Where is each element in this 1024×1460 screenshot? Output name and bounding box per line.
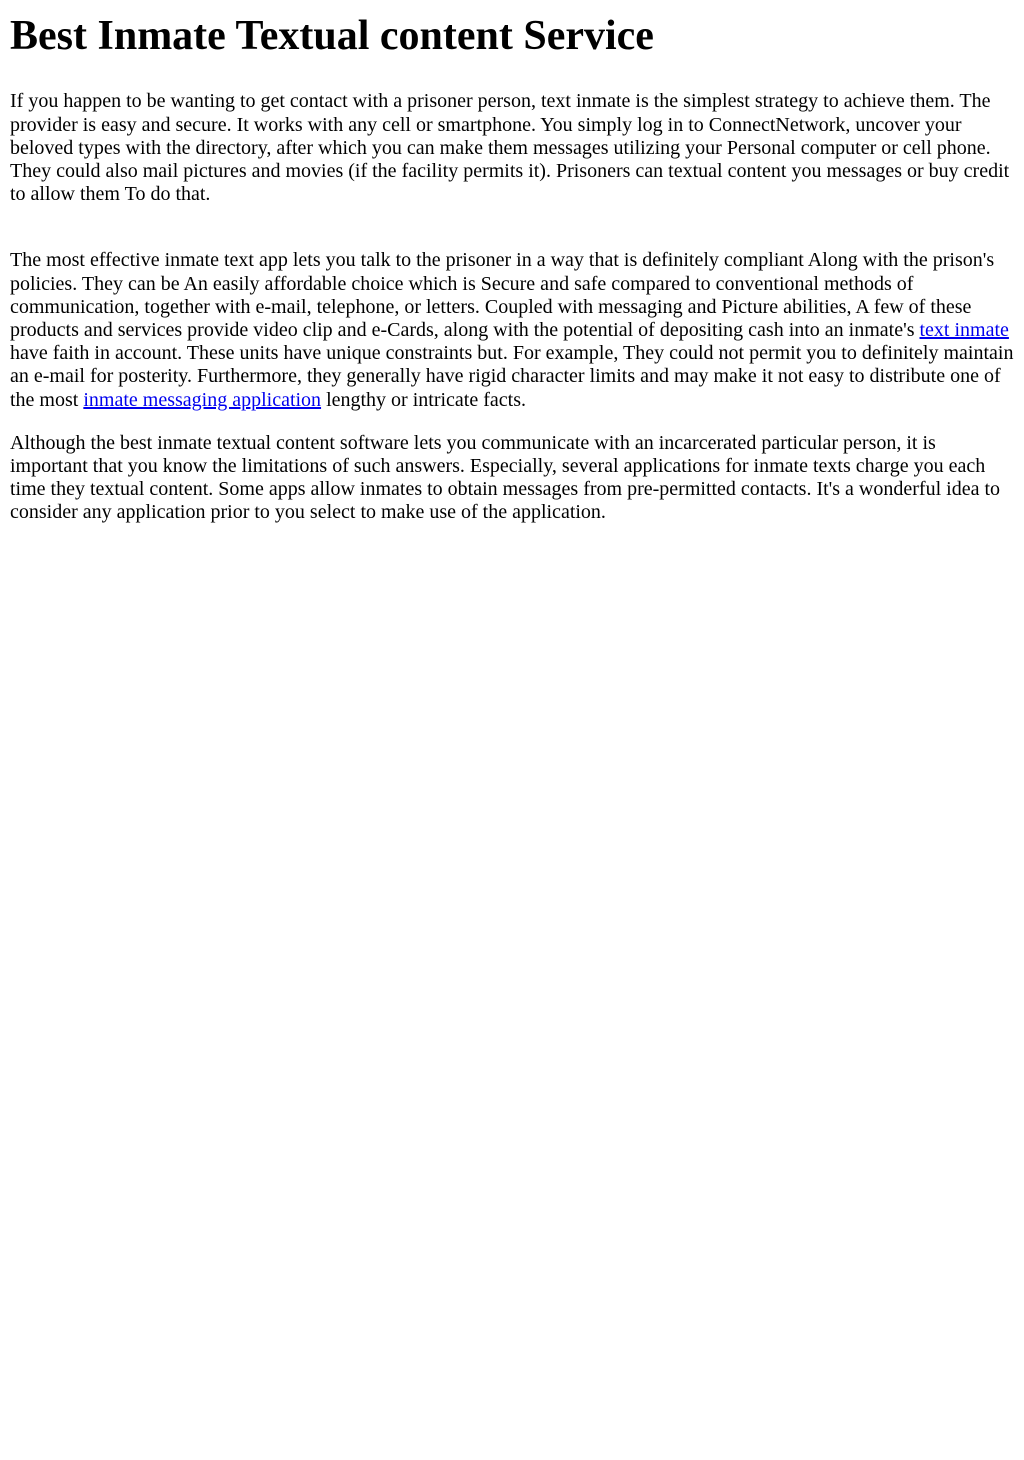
page [0,12,1024,525]
paragraph-app-text-1: The most effective inmate text app lets you talk to the prisoner in a way that is definitely compliant Along with the prison's policies. They can be An easily affordable choice which is Secure and safe compared to conventional methods of communication, together with e-mail, telephone, or letters. Coupled with messaging and Picture abilities, A few of these products and services provide video clip and e-Cards, along with the potential of depositing cash into an inmate's [10,249,995,341]
inmate-messaging-application-link[interactable]: inmate messaging application [83,388,322,411]
paragraph-limitations: Although the best inmate textual content software lets you communicate with an incarcerated particular person, it is important that you know the limitations of such answers. Especially, several applications for inmate texts charge you each time they textual content. Some apps allow inmates to obtain messages from pre-permitted contacts. It's a wonderful idea to consider any application prior to you select to make use of the application. [10,431,1000,524]
paragraph-app-text-3: lengthy or intricate facts. [321,388,526,411]
text-inmate-link[interactable]: text inmate [919,318,1009,341]
page-title: Best Inmate Textual content Service [10,13,654,59]
paragraph-intro: If you happen to be wanting to get contact with a prisoner person, text inmate is the simplest strategy to achieve them. The provider is easy and secure. It works with any cell or smartphone. You simply log in to ConnectNetwork, uncover your beloved types with the directory, after which you can make them messages utilizing your Personal computer or cell phone. They could also mail pictures and movies (if the facility permits it). Prisoners can textual content you messages or buy credit to allow them To do that. [10,90,1010,206]
paragraph-app-text-2: have faith in account. These units have unique constraints but. For example, They could not permit you to definitely maintain an e-mail for posterity. Furthermore, they generally have rigid character limits and may make it not easy to distribute one of the most [10,342,1014,411]
paragraph-app [10,249,1014,411]
